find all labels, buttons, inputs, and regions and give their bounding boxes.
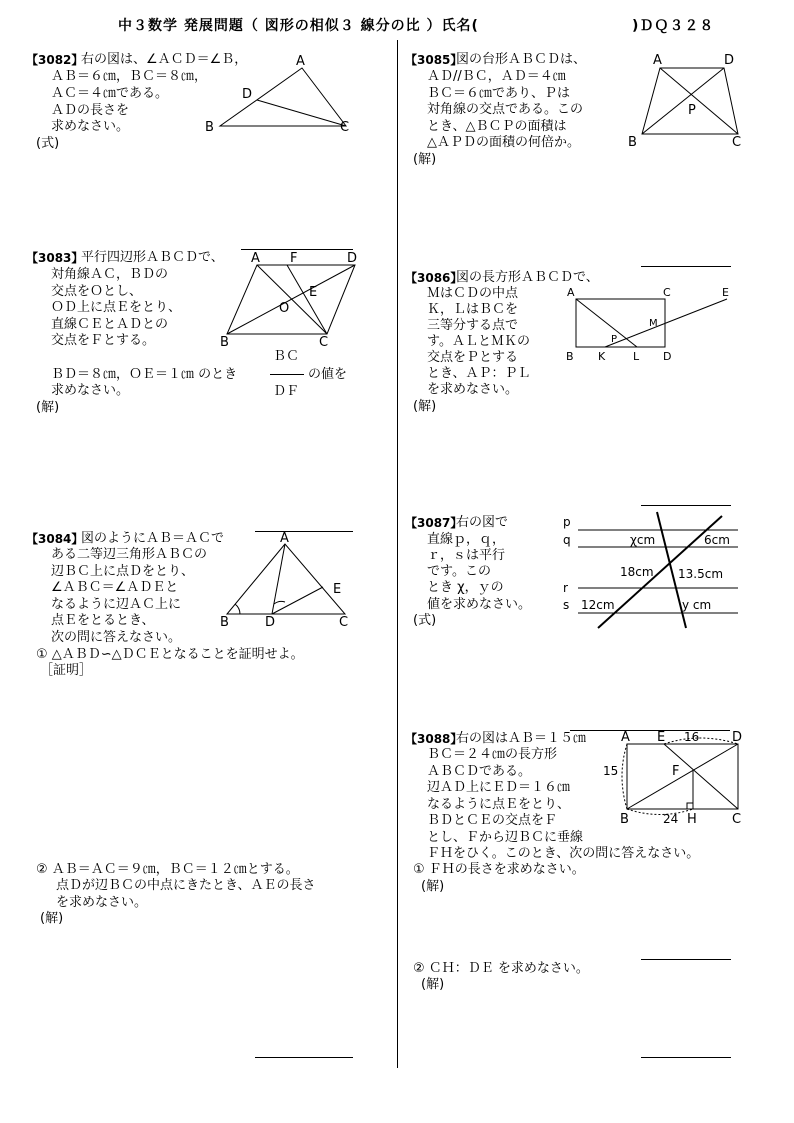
problem-text-line: ＦＨをひく。このとき、次の問に答えなさい。 [427,846,700,861]
label-C: C [663,286,671,299]
answer-label: (解) [421,977,445,992]
label-p: p [563,515,571,529]
label-L: L [633,350,640,363]
problem-text-line: 求めなさい。 [51,119,130,134]
problem-number: 【3083】 [26,251,84,265]
answer-line [641,959,731,960]
problem-number: 【3087】 [405,516,463,530]
question-2-line: を求めなさい。 [56,895,148,910]
problem-text-line: ＡＢＣＤである。 [427,764,532,779]
label-E: E [309,285,318,300]
problem-text-line: ＭはＣＤの中点 [427,286,519,301]
question-2: ② ＣＨ：ＤＥ を求めなさい。 [413,961,589,976]
problem-text-line: ＡＤの長さを [51,103,130,118]
isosceles-triangle-figure [215,530,365,630]
problem-text-line: 平行四辺形ＡＢＣＤで、 [81,250,224,265]
label-24: 24 [663,812,679,825]
problem-text-line: なるように点Ｅをとり、 [427,797,571,812]
label-B: B [205,120,214,135]
label-A: A [251,251,260,266]
fraction-numerator: ＢＣ [273,349,300,364]
proof-label: ［証明］ [40,663,93,678]
problem-text-line: なるように辺ＡＣ上に [51,597,182,612]
label-C: C [339,615,349,630]
label-E: E [333,582,342,597]
answer-line [255,1057,353,1058]
label-A: A [653,53,662,68]
problem-text-line: ＡＢ＝６㎝，ＢＣ＝８㎝， [51,69,208,84]
label-q: q [563,533,571,547]
problem-text-suffix: の値を [308,367,348,382]
problem-number: 【3086】 [405,271,463,285]
problem-text-line: ＯＤ上に点Ｅをとり、 [51,300,182,315]
label-C: C [340,120,350,135]
problem-text-line: 次の問に答えなさい。 [51,630,182,645]
label-C: C [732,135,742,150]
problem-text-line: ＢＤとＣＥの交点をＦ [427,813,558,828]
question-1: ① △ＡＢＤ∽△ＤＣＥとなることを証明せよ。 [36,647,304,662]
label-P: P [688,103,696,118]
label-A: A [621,730,630,745]
problem-text-line: 対角線の交点である。この [427,102,584,117]
label-D: D [663,350,672,363]
answer-label: (式) [36,136,60,151]
label-16: 16 [684,730,700,744]
label-r: r [563,581,568,595]
label-F: F [672,764,680,779]
problem-number: 【3084】 [26,532,84,546]
label-E: E [722,286,729,299]
worksheet-code: )ＤＱ３２８ [632,18,715,34]
triangle-figure [200,50,360,135]
label-B: B [220,615,229,630]
fraction-denominator: ＤＦ [273,384,300,399]
problem-text-line: ＡＣ＝４㎝である。 [51,86,169,101]
label-y: y cm [682,598,712,612]
problem-text-line: を求めなさい。 [427,382,519,397]
label-D: D [265,615,276,630]
problem-text-line: 交点をＰとする [427,350,519,365]
label-B: B [566,350,574,363]
problem-text-line: 右の図は、∠ＡＣＤ＝∠Ｂ， [81,52,248,67]
parallel-lines-figure [560,508,750,633]
answer-line [641,505,731,506]
problem-text-line: 辺ＡＤ上にＥＤ＝１６㎝ [427,780,571,795]
label-6cm: 6cm [704,533,730,547]
answer-label: (解) [413,152,437,167]
problem-text-line: ＢＣ＝２４㎝の長方形 [427,747,558,762]
label-A: A [567,286,575,299]
answer-label: (解) [36,400,60,415]
label-s: s [563,598,570,612]
problem-text-line: 図の台形ＡＢＣＤは、 [456,52,587,67]
problem-text-line: 交点をＦとする。 [51,333,156,348]
label-B: B [620,812,629,825]
problem-text-line: 右の図で [456,515,509,530]
rectangle-figure [560,280,760,365]
label-B: B [220,335,229,350]
problem-text-line: とき χ，ｙの [427,580,504,595]
label-12cm: 12cm [581,598,615,612]
worksheet-title: 中３数学 発展問題（ 図形の相似３ 線分の比 ）氏名( [118,18,479,34]
problem-number: 【3088】 [405,732,463,746]
problem-text-line: 図の長方形ＡＢＣＤで、 [456,270,599,285]
problem-text-line: 直線ＣＥとＡＤとの [51,317,169,332]
problem-text-line: とし、Ｆから辺ＢＣに垂線 [427,830,584,845]
problem-number: 【3085】 [405,53,463,67]
answer-label: (式) [413,613,437,628]
label-D: D [347,251,358,266]
label-H: H [687,812,697,825]
problem-text-line: ∠ＡＢＣ＝∠ＡＤＥと [51,580,179,595]
label-D: D [732,730,743,745]
label-15: 15 [603,764,619,778]
label-O: O [279,301,290,316]
label-B: B [628,135,637,150]
problem-text-line: 値を求めなさい。 [427,597,532,612]
problem-text-line: とき、ＡＰ：ＰＬ [427,366,531,381]
problem-condition: ＢＤ＝８㎝，ＯＥ＝１㎝ のとき [51,367,238,382]
problem-number: 【3082】 [26,53,84,67]
label-A: A [280,531,289,546]
problem-text-line: ｒ，ｓは平行 [427,548,506,563]
rectangle-diagonal-figure [600,730,750,825]
problem-text-line: 辺ＢＣ上に点Ｄをとり、 [51,564,195,579]
answer-line [641,266,731,267]
problem-text-line: 右の図はＡＢ＝１５㎝ [456,731,587,746]
label-C: C [319,335,329,350]
problem-text-line: Ｋ，ＬはＢＣを [427,302,519,317]
problem-text-line: 三等分する点で [427,318,519,333]
problem-text-line: 直線ｐ，ｑ， [427,532,506,547]
label-C: C [732,812,742,825]
label-D: D [242,87,253,102]
question-2: ② ＡＢ＝ＡＣ＝９㎝，ＢＣ＝１２㎝とする。 [36,862,299,877]
label-K: K [598,350,606,363]
problem-text-line: 点Ｅをとるとき、 [51,613,155,628]
question-2-line: 点Ｄが辺ＢＣの中点にきたとき、ＡＥの長さ [56,878,316,893]
problem-text-line: ある二等辺三角形ＡＢＣの [51,547,208,562]
problem-text-line: 図のようにＡＢ＝ＡＣで [81,531,225,546]
label-M: M [649,318,658,329]
problem-text-line: です。この [427,564,491,579]
problem-text-line: △ＡＰＤの面積の何倍か。 [427,135,580,150]
problem-text-line: 求めなさい。 [51,383,130,398]
label-x: χcm [630,533,656,547]
problem-text-line: 対角線ＡＣ，ＢＤの [51,267,169,282]
parallelogram-figure [215,250,365,350]
answer-label: (解) [413,399,437,414]
label-13-5cm: 13.5cm [678,567,724,581]
label-A: A [296,54,305,69]
label-F: F [290,251,298,266]
problem-text-line: ＢＣ＝６㎝であり、Ｐは [427,86,571,101]
problem-text-line: 交点をＯとし、 [51,284,143,299]
column-divider [397,40,398,1068]
fraction-bar [270,374,304,375]
label-D: D [724,53,735,68]
label-18cm: 18cm [620,565,654,579]
problem-text-line: す。ＡＬとＭＫの [427,334,530,349]
answer-line [641,1057,731,1058]
answer-label: (解) [40,911,64,926]
label-P: P [611,334,618,345]
problem-text-line: とき、△ＢＣＰの面積は [427,119,567,134]
trapezoid-figure [620,50,750,150]
question-1: ① ＦＨの長さを求めなさい。 [413,862,585,877]
problem-text-line: ＡＤ//ＢＣ，ＡＤ＝４㎝ [427,69,566,84]
label-E: E [657,730,666,745]
answer-label: (解) [421,879,445,894]
